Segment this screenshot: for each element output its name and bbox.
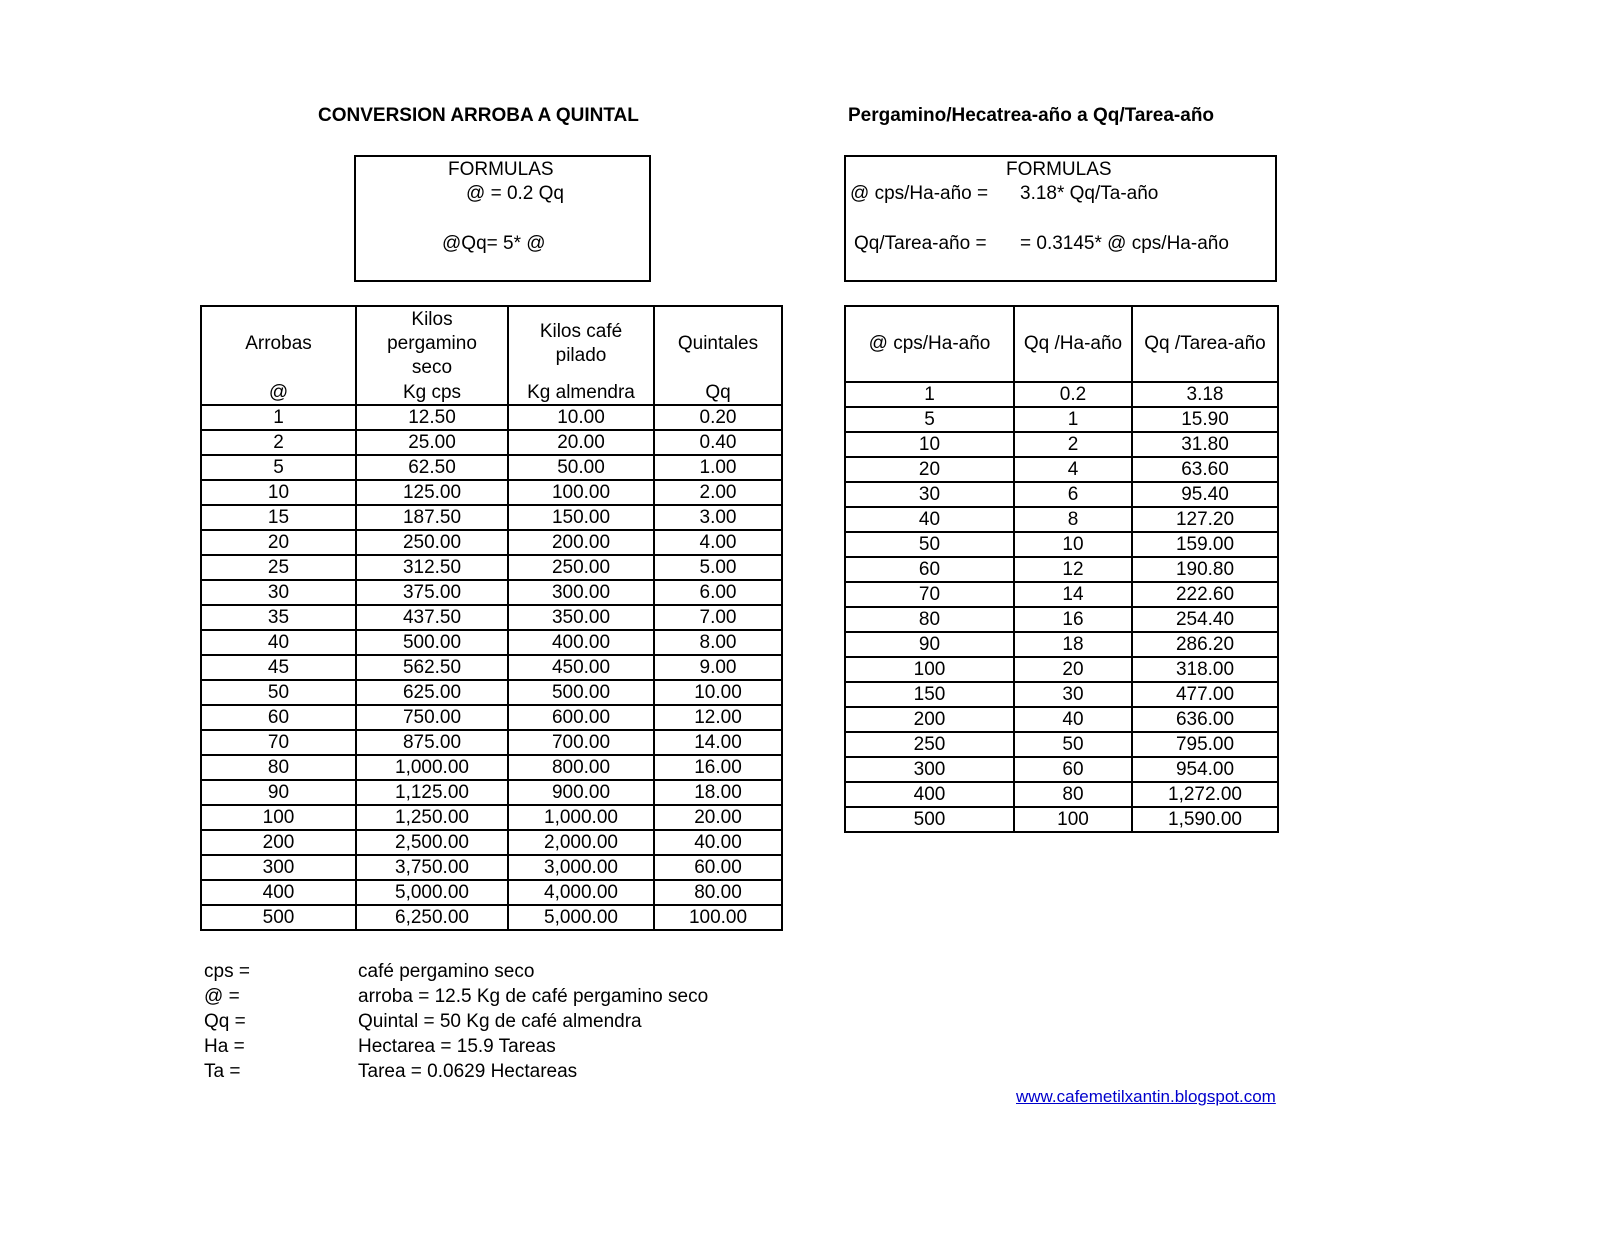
table-cell: 100 xyxy=(845,657,1014,682)
unit-kg-almendra: Kg almendra xyxy=(508,381,654,405)
table-row xyxy=(845,407,1278,432)
table-cell: 318.00 xyxy=(1132,657,1278,682)
table-row xyxy=(201,555,782,580)
table-cell: 90 xyxy=(845,632,1014,657)
table-cell: 400.00 xyxy=(508,630,654,655)
table-cell: 62.50 xyxy=(356,455,508,480)
table-cell: 8.00 xyxy=(654,630,782,655)
table-cell: 800.00 xyxy=(508,755,654,780)
table-cell: 0.20 xyxy=(654,405,782,430)
table-cell: 8 xyxy=(1014,507,1132,532)
legend-definition: arroba = 12.5 Kg de café pergamino seco xyxy=(358,986,709,1007)
table-cell: 500.00 xyxy=(356,630,508,655)
table-row xyxy=(845,682,1278,707)
table-cell: 437.50 xyxy=(356,605,508,630)
table-cell: 90 xyxy=(201,780,356,805)
header-cps-ha-ano: @ cps/Ha-año xyxy=(845,306,1014,382)
table-cell: 3,000.00 xyxy=(508,855,654,880)
table-cell: 700.00 xyxy=(508,730,654,755)
table-cell: 190.80 xyxy=(1132,557,1278,582)
table-cell: 18 xyxy=(1014,632,1132,657)
table-row xyxy=(201,655,782,680)
table-cell: 10 xyxy=(201,480,356,505)
table-cell: 3.00 xyxy=(654,505,782,530)
table-cell: 625.00 xyxy=(356,680,508,705)
table-cell: 20 xyxy=(845,457,1014,482)
table-cell: 3.18 xyxy=(1132,382,1278,407)
table-cell: 60.00 xyxy=(654,855,782,880)
table-cell: 9.00 xyxy=(654,655,782,680)
table-row xyxy=(201,705,782,730)
table-row xyxy=(845,707,1278,732)
table-cell: 477.00 xyxy=(1132,682,1278,707)
table-cell: 500 xyxy=(201,905,356,930)
table-cell: 6,250.00 xyxy=(356,905,508,930)
unit-kg-cps: Kg cps xyxy=(356,381,508,405)
legend-definition: Quintal = 50 Kg de café almendra xyxy=(358,1011,642,1032)
table-cell: 25 xyxy=(201,555,356,580)
table-cell: 95.40 xyxy=(1132,482,1278,507)
table-cell: 5 xyxy=(201,455,356,480)
header-kilos-pergamino xyxy=(356,306,508,381)
table-row xyxy=(201,405,782,430)
legend-abbreviation: Ta = xyxy=(204,1061,241,1082)
table-row xyxy=(201,580,782,605)
table-row xyxy=(201,530,782,555)
table-cell: 30 xyxy=(845,482,1014,507)
table-row xyxy=(201,730,782,755)
table-cell: 2,500.00 xyxy=(356,830,508,855)
table-cell: 16 xyxy=(1014,607,1132,632)
table-cell: 300 xyxy=(201,855,356,880)
formula-line-2-label: Qq/Tarea-año = xyxy=(854,233,987,254)
formulas-heading: FORMULAS xyxy=(1006,159,1112,180)
left-title: CONVERSION ARROBA A QUINTAL xyxy=(318,105,639,126)
table-row xyxy=(845,757,1278,782)
table-cell: 795.00 xyxy=(1132,732,1278,757)
table-row xyxy=(201,455,782,480)
table-cell: 40.00 xyxy=(654,830,782,855)
table-cell: 100.00 xyxy=(508,480,654,505)
table-cell: 750.00 xyxy=(356,705,508,730)
formula-line-1-value: 3.18* Qq/Ta-año xyxy=(1020,183,1159,204)
table-row xyxy=(201,830,782,855)
table-cell: 1,000.00 xyxy=(508,805,654,830)
table-row xyxy=(201,430,782,455)
table-cell: 70 xyxy=(845,582,1014,607)
table-cell: 31.80 xyxy=(1132,432,1278,457)
table-cell: 20 xyxy=(1014,657,1132,682)
table-cell: 450.00 xyxy=(508,655,654,680)
table-cell: 600.00 xyxy=(508,705,654,730)
table-cell: 250 xyxy=(845,732,1014,757)
table-cell: 6.00 xyxy=(654,580,782,605)
table-cell: 5,000.00 xyxy=(508,905,654,930)
table-cell: 200 xyxy=(845,707,1014,732)
formula-line-2: @Qq= 5* @ xyxy=(442,233,546,254)
table-cell: 5,000.00 xyxy=(356,880,508,905)
table-cell: 300.00 xyxy=(508,580,654,605)
table-cell: 150 xyxy=(845,682,1014,707)
table-cell: 4.00 xyxy=(654,530,782,555)
table-cell: 125.00 xyxy=(356,480,508,505)
table-cell: 562.50 xyxy=(356,655,508,680)
table-row xyxy=(845,382,1278,407)
table-cell: 60 xyxy=(201,705,356,730)
table-row xyxy=(845,607,1278,632)
table-row xyxy=(845,807,1278,832)
legend-definition: café pergamino seco xyxy=(358,961,535,982)
table-cell: 12 xyxy=(1014,557,1132,582)
table-row xyxy=(845,582,1278,607)
table-cell: 875.00 xyxy=(356,730,508,755)
table-cell: 127.20 xyxy=(1132,507,1278,532)
table-row xyxy=(201,480,782,505)
legend-definition: Tarea = 0.0629 Hectareas xyxy=(358,1061,578,1082)
table-cell: 10.00 xyxy=(508,405,654,430)
table-cell: 300 xyxy=(845,757,1014,782)
table-row xyxy=(845,782,1278,807)
table-row xyxy=(201,880,782,905)
table-row xyxy=(201,855,782,880)
table-cell: 50 xyxy=(845,532,1014,557)
table-cell: 350.00 xyxy=(508,605,654,630)
table-cell: 40 xyxy=(845,507,1014,532)
table-cell: 20 xyxy=(201,530,356,555)
header-qq-ha-ano: Qq /Ha-año xyxy=(1014,306,1132,382)
table-cell: 30 xyxy=(1014,682,1132,707)
table-cell: 5 xyxy=(845,407,1014,432)
table-cell: 0.40 xyxy=(654,430,782,455)
table-cell: 1.00 xyxy=(654,455,782,480)
table-cell: 7.00 xyxy=(654,605,782,630)
table-cell: 70 xyxy=(201,730,356,755)
table-cell: 400 xyxy=(845,782,1014,807)
table-cell: 286.20 xyxy=(1132,632,1278,657)
table-cell: 954.00 xyxy=(1132,757,1278,782)
unit-qq: Qq xyxy=(654,381,782,405)
table-row xyxy=(201,905,782,930)
table-row xyxy=(201,505,782,530)
table-cell: 10 xyxy=(845,432,1014,457)
table-cell: 100 xyxy=(1014,807,1132,832)
table-cell: 80 xyxy=(201,755,356,780)
pergamino-tarea-table xyxy=(844,305,1279,833)
table-cell: 60 xyxy=(1014,757,1132,782)
formulas-box-left xyxy=(354,155,651,282)
table-cell: 2 xyxy=(1014,432,1132,457)
table-cell: 0.2 xyxy=(1014,382,1132,407)
table-cell: 40 xyxy=(1014,707,1132,732)
table-cell: 100 xyxy=(201,805,356,830)
legend-row xyxy=(204,1034,764,1059)
table-cell: 16.00 xyxy=(654,755,782,780)
table-row xyxy=(201,630,782,655)
table-cell: 12.50 xyxy=(356,405,508,430)
table-cell: 80 xyxy=(845,607,1014,632)
table-row xyxy=(845,732,1278,757)
table-cell: 2 xyxy=(201,430,356,455)
table-cell: 1,000.00 xyxy=(356,755,508,780)
table-cell: 1,250.00 xyxy=(356,805,508,830)
table-cell: 1,590.00 xyxy=(1132,807,1278,832)
table-cell: 2.00 xyxy=(654,480,782,505)
header-quintales: Quintales xyxy=(654,306,782,381)
legend-abbreviation: @ = xyxy=(204,986,240,1007)
table-cell: 12.00 xyxy=(654,705,782,730)
table-cell: 187.50 xyxy=(356,505,508,530)
header-qq-tarea-ano: Qq /Tarea-año xyxy=(1132,306,1278,382)
table-cell: 60 xyxy=(845,557,1014,582)
table-cell: 1 xyxy=(201,405,356,430)
table-row xyxy=(201,605,782,630)
table-row xyxy=(201,805,782,830)
table-row xyxy=(845,482,1278,507)
table-cell: 14 xyxy=(1014,582,1132,607)
table-row xyxy=(201,780,782,805)
table-cell: 312.50 xyxy=(356,555,508,580)
legend-row xyxy=(204,1009,764,1034)
table-cell: 222.60 xyxy=(1132,582,1278,607)
table-row xyxy=(845,657,1278,682)
table-cell: 80.00 xyxy=(654,880,782,905)
table-cell: 150.00 xyxy=(508,505,654,530)
arroba-conversion-table xyxy=(200,305,783,931)
table-cell: 80 xyxy=(1014,782,1132,807)
table-cell: 250.00 xyxy=(356,530,508,555)
table-cell: 50 xyxy=(201,680,356,705)
table-cell: 500.00 xyxy=(508,680,654,705)
formula-line-1-label: @ cps/Ha-año = xyxy=(850,183,989,204)
table-row xyxy=(201,680,782,705)
formulas-box-right xyxy=(844,155,1277,282)
table-cell: 6 xyxy=(1014,482,1132,507)
table-cell: 63.60 xyxy=(1132,457,1278,482)
table-cell: 375.00 xyxy=(356,580,508,605)
table-cell: 50.00 xyxy=(508,455,654,480)
table-cell: 900.00 xyxy=(508,780,654,805)
legend-abbreviation: Qq = xyxy=(204,1011,246,1032)
table-row xyxy=(201,755,782,780)
table-row xyxy=(845,457,1278,482)
table-cell: 10 xyxy=(1014,532,1132,557)
table-cell: 159.00 xyxy=(1132,532,1278,557)
legend-abbreviation: Ha = xyxy=(204,1036,245,1057)
header-kilos-pilado xyxy=(508,306,654,381)
blog-link[interactable]: www.cafemetilxantin.blogspot.com xyxy=(1016,1087,1276,1106)
table-cell: 10.00 xyxy=(654,680,782,705)
legend-abbreviation: cps = xyxy=(204,961,250,982)
table-cell: 4,000.00 xyxy=(508,880,654,905)
table-cell: 200 xyxy=(201,830,356,855)
table-row xyxy=(845,557,1278,582)
table-cell: 200.00 xyxy=(508,530,654,555)
unit-arroba: @ xyxy=(201,381,356,405)
table-cell: 1 xyxy=(845,382,1014,407)
table-cell: 1,125.00 xyxy=(356,780,508,805)
table-cell: 400 xyxy=(201,880,356,905)
table-cell: 50 xyxy=(1014,732,1132,757)
table-row xyxy=(845,507,1278,532)
table-cell: 250.00 xyxy=(508,555,654,580)
table-cell: 636.00 xyxy=(1132,707,1278,732)
table-cell: 2,000.00 xyxy=(508,830,654,855)
table-cell: 1 xyxy=(1014,407,1132,432)
table-cell: 15.90 xyxy=(1132,407,1278,432)
table-cell: 1,272.00 xyxy=(1132,782,1278,807)
table-row xyxy=(845,632,1278,657)
legend-row xyxy=(204,959,764,984)
table-cell: 18.00 xyxy=(654,780,782,805)
table-cell: 25.00 xyxy=(356,430,508,455)
table-cell: 4 xyxy=(1014,457,1132,482)
legend xyxy=(204,959,764,1084)
table-cell: 500 xyxy=(845,807,1014,832)
table-row xyxy=(845,532,1278,557)
table-cell: 5.00 xyxy=(654,555,782,580)
table-cell: 20.00 xyxy=(654,805,782,830)
legend-row xyxy=(204,1059,764,1084)
table-row xyxy=(845,432,1278,457)
table-cell: 40 xyxy=(201,630,356,655)
table-cell: 100.00 xyxy=(654,905,782,930)
table-cell: 30 xyxy=(201,580,356,605)
table-cell: 15 xyxy=(201,505,356,530)
right-title: Pergamino/Hecatrea-año a Qq/Tarea-año xyxy=(848,105,1215,126)
header-arrobas: Arrobas xyxy=(201,306,356,381)
formula-line-1: @ = 0.2 Qq xyxy=(466,183,564,204)
legend-definition: Hectarea = 15.9 Tareas xyxy=(358,1036,556,1057)
table-cell: 35 xyxy=(201,605,356,630)
header-kilos-pergamino-text: Kilos pergamino seco xyxy=(387,309,477,378)
legend-row xyxy=(204,984,764,1009)
formulas-heading: FORMULAS xyxy=(448,159,554,180)
table-cell: 14.00 xyxy=(654,730,782,755)
table-cell: 20.00 xyxy=(508,430,654,455)
table-cell: 254.40 xyxy=(1132,607,1278,632)
header-kilos-pilado-text: Kilos café pilado xyxy=(539,321,623,366)
table-cell: 3,750.00 xyxy=(356,855,508,880)
table-cell: 45 xyxy=(201,655,356,680)
formula-line-2-value: = 0.3145* @ cps/Ha-año xyxy=(1020,233,1229,254)
